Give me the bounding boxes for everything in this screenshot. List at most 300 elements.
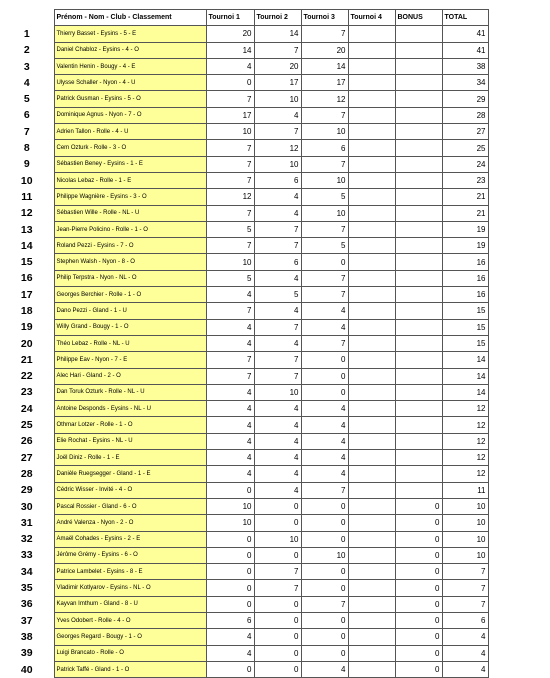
player-name-cell[interactable]: Yves Odobert - Rolle - 4 - O	[54, 612, 206, 628]
tournoi-3-cell[interactable]: 7	[301, 482, 348, 498]
tournoi-3-cell[interactable]: 0	[301, 368, 348, 384]
total-cell[interactable]: 14	[442, 384, 488, 400]
player-name-cell[interactable]: Dominique Agnus - Nyon - 7 - O	[54, 107, 206, 123]
tournoi-1-cell[interactable]: 0	[206, 547, 254, 563]
player-name-cell[interactable]: André Valenza - Nyon - 2 - O	[54, 515, 206, 531]
tournoi-4-cell[interactable]	[348, 384, 395, 400]
bonus-cell[interactable]: 0	[395, 564, 442, 580]
bonus-cell[interactable]	[395, 401, 442, 417]
tournoi-1-cell[interactable]: 0	[206, 564, 254, 580]
total-cell[interactable]: 28	[442, 107, 488, 123]
tournoi-2-cell[interactable]: 0	[254, 515, 301, 531]
player-name-cell[interactable]: Ulysse Schaller - Nyon - 4 - U	[54, 75, 206, 91]
tournoi-1-cell[interactable]: 7	[206, 172, 254, 188]
tournoi-4-cell[interactable]	[348, 319, 395, 335]
total-cell[interactable]: 12	[442, 450, 488, 466]
tournoi-4-cell[interactable]	[348, 580, 395, 596]
player-name-cell[interactable]: Nicolas Lebaz - Rolle - 1 - E	[54, 172, 206, 188]
total-cell[interactable]: 15	[442, 319, 488, 335]
player-name-cell[interactable]: Patrick Gusman - Eysins - 5 - O	[54, 91, 206, 107]
bonus-cell[interactable]: 0	[395, 596, 442, 612]
tournoi-2-cell[interactable]: 0	[254, 645, 301, 661]
tournoi-2-cell[interactable]: 0	[254, 547, 301, 563]
tournoi-3-cell[interactable]: 4	[301, 401, 348, 417]
tournoi-1-cell[interactable]: 10	[206, 515, 254, 531]
tournoi-1-cell[interactable]: 20	[206, 26, 254, 42]
tournoi-1-cell[interactable]: 7	[206, 368, 254, 384]
tournoi-3-cell[interactable]: 10	[301, 205, 348, 221]
tournoi-3-cell[interactable]: 10	[301, 124, 348, 140]
total-cell[interactable]: 4	[442, 645, 488, 661]
tournoi-4-cell[interactable]	[348, 42, 395, 58]
tournoi-1-cell[interactable]: 4	[206, 645, 254, 661]
bonus-cell[interactable]	[395, 91, 442, 107]
bonus-cell[interactable]: 0	[395, 629, 442, 645]
tournoi-4-cell[interactable]	[348, 645, 395, 661]
tournoi-3-cell[interactable]: 0	[301, 498, 348, 514]
tournoi-3-cell[interactable]: 0	[301, 564, 348, 580]
total-cell[interactable]: 7	[442, 580, 488, 596]
bonus-cell[interactable]: 0	[395, 531, 442, 547]
player-name-cell[interactable]: Othmar Lotzer - Rolle - 1 - O	[54, 417, 206, 433]
player-name-cell[interactable]: Dan Toruk Ozturk - Rolle - NL - U	[54, 384, 206, 400]
tournoi-4-cell[interactable]	[348, 515, 395, 531]
tournoi-1-cell[interactable]: 4	[206, 629, 254, 645]
tournoi-3-cell[interactable]: 4	[301, 466, 348, 482]
player-name-cell[interactable]: Willy Grand - Bougy - 1 - O	[54, 319, 206, 335]
tournoi-2-cell[interactable]: 4	[254, 107, 301, 123]
tournoi-2-cell[interactable]: 6	[254, 254, 301, 270]
column-header-total[interactable]: TOTAL	[442, 10, 488, 26]
total-cell[interactable]: 21	[442, 205, 488, 221]
tournoi-4-cell[interactable]	[348, 270, 395, 286]
tournoi-2-cell[interactable]: 7	[254, 352, 301, 368]
tournoi-3-cell[interactable]: 10	[301, 172, 348, 188]
tournoi-4-cell[interactable]	[348, 612, 395, 628]
rank-header	[0, 10, 54, 26]
tournoi-2-cell[interactable]: 4	[254, 189, 301, 205]
tournoi-3-cell[interactable]: 0	[301, 515, 348, 531]
tournoi-3-cell[interactable]: 0	[301, 580, 348, 596]
tournoi-4-cell[interactable]	[348, 156, 395, 172]
tournoi-3-cell[interactable]: 7	[301, 156, 348, 172]
rank-cell: 18	[0, 303, 54, 319]
bonus-cell[interactable]	[395, 450, 442, 466]
player-name-cell[interactable]: Kayvan Imthum - Gland - 8 - U	[54, 596, 206, 612]
player-name-cell[interactable]: Stephen Walsh - Nyon - 8 - O	[54, 254, 206, 270]
tournoi-2-cell[interactable]: 7	[254, 580, 301, 596]
total-cell[interactable]: 19	[442, 221, 488, 237]
tournoi-1-cell[interactable]: 7	[206, 156, 254, 172]
bonus-cell[interactable]	[395, 107, 442, 123]
player-name-cell[interactable]: Danièle Ruegsegger - Gland - 1 - E	[54, 466, 206, 482]
tournoi-2-cell[interactable]: 7	[254, 238, 301, 254]
bonus-cell[interactable]	[395, 42, 442, 58]
total-cell[interactable]: 12	[442, 417, 488, 433]
bonus-cell[interactable]	[395, 352, 442, 368]
column-header-tournoi-2[interactable]: Tournoi 2	[254, 10, 301, 26]
player-name-cell[interactable]: Thierry Basset - Eysins - 5 - E	[54, 26, 206, 42]
total-cell[interactable]: 10	[442, 547, 488, 563]
tournoi-2-cell[interactable]: 12	[254, 140, 301, 156]
bonus-cell[interactable]	[395, 466, 442, 482]
tournoi-2-cell[interactable]: 10	[254, 531, 301, 547]
tournoi-2-cell[interactable]: 4	[254, 401, 301, 417]
tournoi-4-cell[interactable]	[348, 172, 395, 188]
total-cell[interactable]: 16	[442, 270, 488, 286]
tournoi-4-cell[interactable]	[348, 238, 395, 254]
player-name-cell[interactable]: Pascal Rossier - Gland - 6 - O	[54, 498, 206, 514]
bonus-cell[interactable]	[395, 221, 442, 237]
tournoi-3-cell[interactable]: 7	[301, 107, 348, 123]
bonus-cell[interactable]	[395, 140, 442, 156]
player-name-cell[interactable]: Philip Terpstra - Nyon - NL - O	[54, 270, 206, 286]
tournoi-1-cell[interactable]: 0	[206, 596, 254, 612]
player-name-cell[interactable]: Amaël Cohades - Eysins - 2 - E	[54, 531, 206, 547]
tournoi-4-cell[interactable]	[348, 531, 395, 547]
tournoi-3-cell[interactable]: 7	[301, 221, 348, 237]
tournoi-2-cell[interactable]: 4	[254, 417, 301, 433]
tournoi-1-cell[interactable]: 7	[206, 205, 254, 221]
tournoi-1-cell[interactable]: 4	[206, 335, 254, 351]
tournoi-2-cell[interactable]: 10	[254, 384, 301, 400]
total-cell[interactable]: 19	[442, 238, 488, 254]
total-cell[interactable]: 10	[442, 515, 488, 531]
bonus-cell[interactable]	[395, 270, 442, 286]
bonus-cell[interactable]	[395, 238, 442, 254]
tournoi-2-cell[interactable]: 7	[254, 221, 301, 237]
tournoi-4-cell[interactable]	[348, 417, 395, 433]
column-header-tournoi-1[interactable]: Tournoi 1	[206, 10, 254, 26]
bonus-cell[interactable]	[395, 205, 442, 221]
total-cell[interactable]: 12	[442, 466, 488, 482]
column-header-bonus[interactable]: BONUS	[395, 10, 442, 26]
tournoi-4-cell[interactable]	[348, 596, 395, 612]
bonus-cell[interactable]	[395, 482, 442, 498]
total-cell[interactable]: 4	[442, 661, 488, 677]
tournoi-3-cell[interactable]: 0	[301, 531, 348, 547]
player-name-cell[interactable]: Valentin Henin - Bougy - 4 - E	[54, 58, 206, 74]
player-name-cell[interactable]: Joël Diniz - Rolle - 1 - E	[54, 450, 206, 466]
tournoi-1-cell[interactable]: 5	[206, 221, 254, 237]
tournoi-4-cell[interactable]	[348, 368, 395, 384]
total-cell[interactable]: 38	[442, 58, 488, 74]
player-name-cell[interactable]: Patrick Taffé - Gland - 1 - O	[54, 661, 206, 677]
tournoi-2-cell[interactable]: 4	[254, 433, 301, 449]
tournoi-3-cell[interactable]: 20	[301, 42, 348, 58]
tournoi-3-cell[interactable]: 5	[301, 189, 348, 205]
total-cell[interactable]: 29	[442, 91, 488, 107]
tournoi-3-cell[interactable]: 0	[301, 629, 348, 645]
bonus-cell[interactable]	[395, 156, 442, 172]
tournoi-3-cell[interactable]: 4	[301, 303, 348, 319]
tournoi-2-cell[interactable]: 0	[254, 596, 301, 612]
total-cell[interactable]: 16	[442, 287, 488, 303]
rank-cell: 14	[0, 238, 54, 254]
tournoi-1-cell[interactable]: 14	[206, 42, 254, 58]
bonus-cell[interactable]: 0	[395, 580, 442, 596]
tournoi-2-cell[interactable]: 7	[254, 124, 301, 140]
tournoi-3-cell[interactable]: 7	[301, 335, 348, 351]
total-cell[interactable]: 12	[442, 433, 488, 449]
tournoi-1-cell[interactable]: 10	[206, 254, 254, 270]
player-name-cell[interactable]: Georges Regard - Bougy - 1 - O	[54, 629, 206, 645]
bonus-cell[interactable]	[395, 75, 442, 91]
tournoi-1-cell[interactable]: 7	[206, 352, 254, 368]
player-name-cell[interactable]: Philippe Eav - Nyon - 7 - E	[54, 352, 206, 368]
tournoi-1-cell[interactable]: 0	[206, 661, 254, 677]
tournoi-1-cell[interactable]: 4	[206, 433, 254, 449]
tournoi-2-cell[interactable]: 10	[254, 91, 301, 107]
tournoi-1-cell[interactable]: 7	[206, 303, 254, 319]
rank-cell: 34	[0, 564, 54, 580]
tournoi-4-cell[interactable]	[348, 547, 395, 563]
column-header-tournoi-4[interactable]: Tournoi 4	[348, 10, 395, 26]
tournoi-2-cell[interactable]: 4	[254, 450, 301, 466]
tournoi-4-cell[interactable]	[348, 140, 395, 156]
bonus-cell[interactable]	[395, 433, 442, 449]
tournoi-2-cell[interactable]: 7	[254, 42, 301, 58]
tournoi-2-cell[interactable]: 4	[254, 205, 301, 221]
tournoi-3-cell[interactable]: 10	[301, 547, 348, 563]
player-name-cell[interactable]: Vladimir Kotlyarov - Eysins - NL - O	[54, 580, 206, 596]
total-cell[interactable]: 10	[442, 531, 488, 547]
tournoi-3-cell[interactable]: 17	[301, 75, 348, 91]
player-name-cell[interactable]: Elie Rochat - Eysins - NL - U	[54, 433, 206, 449]
tournoi-4-cell[interactable]	[348, 335, 395, 351]
tournoi-4-cell[interactable]	[348, 482, 395, 498]
tournoi-2-cell[interactable]: 17	[254, 75, 301, 91]
bonus-cell[interactable]	[395, 384, 442, 400]
tournoi-3-cell[interactable]: 0	[301, 645, 348, 661]
tournoi-2-cell[interactable]: 4	[254, 303, 301, 319]
total-cell[interactable]: 12	[442, 401, 488, 417]
player-name-cell[interactable]: Cem Ozturk - Rolle - 3 - O	[54, 140, 206, 156]
tournoi-3-cell[interactable]: 4	[301, 417, 348, 433]
tournoi-1-cell[interactable]: 5	[206, 270, 254, 286]
table-row	[0, 531, 488, 547]
tournoi-4-cell[interactable]	[348, 564, 395, 580]
tournoi-4-cell[interactable]	[348, 254, 395, 270]
tournoi-1-cell[interactable]: 6	[206, 612, 254, 628]
player-name-cell[interactable]: Sébastien Beney - Eysins - 1 - E	[54, 156, 206, 172]
player-name-cell[interactable]: Jérôme Grémy - Eysins - 6 - O	[54, 547, 206, 563]
tournoi-1-cell[interactable]: 4	[206, 401, 254, 417]
bonus-cell[interactable]	[395, 58, 442, 74]
tournoi-1-cell[interactable]: 4	[206, 417, 254, 433]
bonus-cell[interactable]	[395, 26, 442, 42]
tournoi-4-cell[interactable]	[348, 433, 395, 449]
tournoi-4-cell[interactable]	[348, 189, 395, 205]
tournoi-1-cell[interactable]: 17	[206, 107, 254, 123]
tournoi-1-cell[interactable]: 0	[206, 580, 254, 596]
bonus-cell[interactable]: 0	[395, 515, 442, 531]
bonus-cell[interactable]: 0	[395, 547, 442, 563]
total-cell[interactable]: 15	[442, 303, 488, 319]
bonus-cell[interactable]: 0	[395, 661, 442, 677]
total-cell[interactable]: 7	[442, 596, 488, 612]
tournoi-1-cell[interactable]: 7	[206, 91, 254, 107]
player-name-cell[interactable]: Philippe Wagnière - Eysins - 3 - O	[54, 189, 206, 205]
tournoi-2-cell[interactable]: 10	[254, 156, 301, 172]
tournoi-2-cell[interactable]: 4	[254, 335, 301, 351]
total-cell[interactable]: 14	[442, 352, 488, 368]
bonus-cell[interactable]: 0	[395, 498, 442, 514]
player-name-cell[interactable]: Théo Lebaz - Rolle - NL - U	[54, 335, 206, 351]
tournoi-2-cell[interactable]: 0	[254, 498, 301, 514]
bonus-cell[interactable]	[395, 124, 442, 140]
player-name-cell[interactable]: Luigi Brancato - Rolle - O	[54, 645, 206, 661]
tournoi-1-cell[interactable]: 4	[206, 450, 254, 466]
tournoi-1-cell[interactable]: 10	[206, 498, 254, 514]
rank-cell: 19	[0, 319, 54, 335]
tournoi-3-cell[interactable]: 14	[301, 58, 348, 74]
tournoi-1-cell[interactable]: 12	[206, 189, 254, 205]
column-header-tournoi-3[interactable]: Tournoi 3	[301, 10, 348, 26]
tournoi-2-cell[interactable]: 5	[254, 287, 301, 303]
player-name-cell[interactable]: Cédric Wisser - Invité - 4 - O	[54, 482, 206, 498]
tournoi-3-cell[interactable]: 6	[301, 140, 348, 156]
tournoi-2-cell[interactable]: 0	[254, 612, 301, 628]
total-cell[interactable]: 25	[442, 140, 488, 156]
tournoi-4-cell[interactable]	[348, 661, 395, 677]
tournoi-2-cell[interactable]: 14	[254, 26, 301, 42]
player-name-cell[interactable]: Patrice Lambelet - Eysins - 8 - E	[54, 564, 206, 580]
tournoi-4-cell[interactable]	[348, 107, 395, 123]
tournoi-1-cell[interactable]: 7	[206, 140, 254, 156]
bonus-cell[interactable]	[395, 319, 442, 335]
tournoi-3-cell[interactable]: 7	[301, 26, 348, 42]
tournoi-4-cell[interactable]	[348, 205, 395, 221]
tournoi-4-cell[interactable]	[348, 26, 395, 42]
total-cell[interactable]: 23	[442, 172, 488, 188]
bonus-cell[interactable]	[395, 189, 442, 205]
tournoi-3-cell[interactable]: 4	[301, 661, 348, 677]
player-name-cell[interactable]: Daniel Chabloz - Eysins - 4 - O	[54, 42, 206, 58]
tournoi-1-cell[interactable]: 0	[206, 531, 254, 547]
tournoi-3-cell[interactable]: 4	[301, 433, 348, 449]
tournoi-4-cell[interactable]	[348, 303, 395, 319]
tournoi-2-cell[interactable]: 6	[254, 172, 301, 188]
rank-cell: 26	[0, 433, 54, 449]
total-cell[interactable]: 6	[442, 612, 488, 628]
total-cell[interactable]: 11	[442, 482, 488, 498]
tournoi-2-cell[interactable]: 7	[254, 319, 301, 335]
rank-cell: 3	[0, 58, 54, 74]
total-cell[interactable]: 41	[442, 26, 488, 42]
tournoi-3-cell[interactable]: 0	[301, 254, 348, 270]
table-row	[0, 221, 488, 237]
tournoi-3-cell[interactable]: 4	[301, 450, 348, 466]
total-cell[interactable]: 16	[442, 254, 488, 270]
player-name-cell[interactable]: Jean-Pierre Policino - Rolle - 1 - O	[54, 221, 206, 237]
tournoi-4-cell[interactable]	[348, 498, 395, 514]
player-name-cell[interactable]: Sébastien Wille - Rolle - NL - U	[54, 205, 206, 221]
tournoi-1-cell[interactable]: 4	[206, 287, 254, 303]
total-cell[interactable]: 4	[442, 629, 488, 645]
tournoi-4-cell[interactable]	[348, 401, 395, 417]
total-cell[interactable]: 27	[442, 124, 488, 140]
total-cell[interactable]: 15	[442, 335, 488, 351]
player-name-cell[interactable]: Roland Pezzi - Eysins - 7 - O	[54, 238, 206, 254]
bonus-cell[interactable]	[395, 287, 442, 303]
tournoi-2-cell[interactable]: 0	[254, 629, 301, 645]
tournoi-3-cell[interactable]: 5	[301, 238, 348, 254]
total-cell[interactable]: 10	[442, 498, 488, 514]
tournoi-3-cell[interactable]: 7	[301, 596, 348, 612]
total-cell[interactable]: 41	[442, 42, 488, 58]
tournoi-3-cell[interactable]: 4	[301, 319, 348, 335]
bonus-cell[interactable]	[395, 335, 442, 351]
tournoi-3-cell[interactable]: 7	[301, 287, 348, 303]
tournoi-4-cell[interactable]	[348, 352, 395, 368]
bonus-cell[interactable]	[395, 303, 442, 319]
tournoi-4-cell[interactable]	[348, 75, 395, 91]
player-name-cell[interactable]: Georges Berchier - Rolle - 1 - O	[54, 287, 206, 303]
tournoi-1-cell[interactable]: 4	[206, 58, 254, 74]
tournoi-4-cell[interactable]	[348, 287, 395, 303]
total-cell[interactable]: 34	[442, 75, 488, 91]
tournoi-2-cell[interactable]: 0	[254, 661, 301, 677]
table-row	[0, 515, 488, 531]
tournoi-1-cell[interactable]: 7	[206, 238, 254, 254]
tournoi-1-cell[interactable]: 0	[206, 482, 254, 498]
tournoi-2-cell[interactable]: 4	[254, 466, 301, 482]
tournoi-4-cell[interactable]	[348, 58, 395, 74]
total-cell[interactable]: 7	[442, 564, 488, 580]
table-row	[0, 107, 488, 123]
total-cell[interactable]: 21	[442, 189, 488, 205]
tournoi-3-cell[interactable]: 12	[301, 91, 348, 107]
total-cell[interactable]: 24	[442, 156, 488, 172]
tournoi-3-cell[interactable]: 0	[301, 612, 348, 628]
tournoi-2-cell[interactable]: 20	[254, 58, 301, 74]
tournoi-2-cell[interactable]: 4	[254, 270, 301, 286]
tournoi-4-cell[interactable]	[348, 124, 395, 140]
tournoi-4-cell[interactable]	[348, 466, 395, 482]
tournoi-1-cell[interactable]: 10	[206, 124, 254, 140]
tournoi-4-cell[interactable]	[348, 221, 395, 237]
tournoi-3-cell[interactable]: 0	[301, 352, 348, 368]
player-name-cell[interactable]: Alec Hari - Gland - 2 - O	[54, 368, 206, 384]
player-name-cell[interactable]: Antoine Desponds - Eysins - NL - U	[54, 401, 206, 417]
column-header-name[interactable]: Prénom - Nom - Club - Classement	[54, 10, 206, 26]
tournoi-3-cell[interactable]: 0	[301, 384, 348, 400]
tournoi-4-cell[interactable]	[348, 91, 395, 107]
tournoi-1-cell[interactable]: 4	[206, 319, 254, 335]
tournoi-2-cell[interactable]: 7	[254, 564, 301, 580]
rank-cell: 40	[0, 661, 54, 677]
bonus-cell[interactable]	[395, 172, 442, 188]
tournoi-4-cell[interactable]	[348, 450, 395, 466]
total-cell[interactable]: 14	[442, 368, 488, 384]
tournoi-2-cell[interactable]: 7	[254, 368, 301, 384]
bonus-cell[interactable]	[395, 254, 442, 270]
tournoi-1-cell[interactable]: 4	[206, 384, 254, 400]
tournoi-1-cell[interactable]: 4	[206, 466, 254, 482]
player-name-cell[interactable]: Dano Pezzi - Gland - 1 - U	[54, 303, 206, 319]
bonus-cell[interactable]: 0	[395, 612, 442, 628]
bonus-cell[interactable]	[395, 417, 442, 433]
bonus-cell[interactable]	[395, 368, 442, 384]
rank-cell: 21	[0, 352, 54, 368]
tournoi-1-cell[interactable]: 0	[206, 75, 254, 91]
tournoi-2-cell[interactable]: 4	[254, 482, 301, 498]
player-name-cell[interactable]: Adrien Tallon - Rolle - 4 - U	[54, 124, 206, 140]
tournoi-3-cell[interactable]: 7	[301, 270, 348, 286]
bonus-cell[interactable]: 0	[395, 645, 442, 661]
tournoi-4-cell[interactable]	[348, 629, 395, 645]
